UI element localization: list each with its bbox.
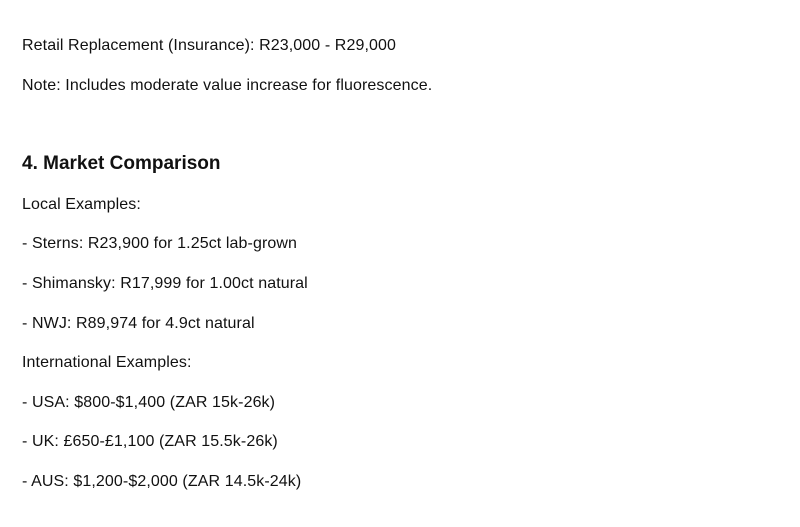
international-examples-label: International Examples: (22, 354, 192, 371)
section-heading-market-comparison: 4. Market Comparison (22, 153, 221, 174)
retail-replacement-text: Retail Replacement (Insurance): R23,000 - R29,000 (22, 37, 396, 54)
international-example-item: - UK: £650-£1,100 (ZAR 15.5k-26k) (22, 433, 278, 450)
international-example-item: - AUS: $1,200-$2,000 (ZAR 14.5k-24k) (22, 473, 302, 490)
local-example-item: - Shimansky: R17,999 for 1.00ct natural (22, 275, 308, 292)
retail-note-text: Note: Includes moderate value increase for fluorescence. (22, 77, 433, 94)
local-example-item: - Sterns: R23,900 for 1.25ct lab-grown (22, 235, 298, 252)
international-example-item: - USA: $800-$1,400 (ZAR 15k-26k) (22, 394, 276, 411)
local-example-item: - NWJ: R89,974 for 4.9ct natural (22, 315, 255, 332)
local-examples-label: Local Examples: (22, 196, 141, 213)
